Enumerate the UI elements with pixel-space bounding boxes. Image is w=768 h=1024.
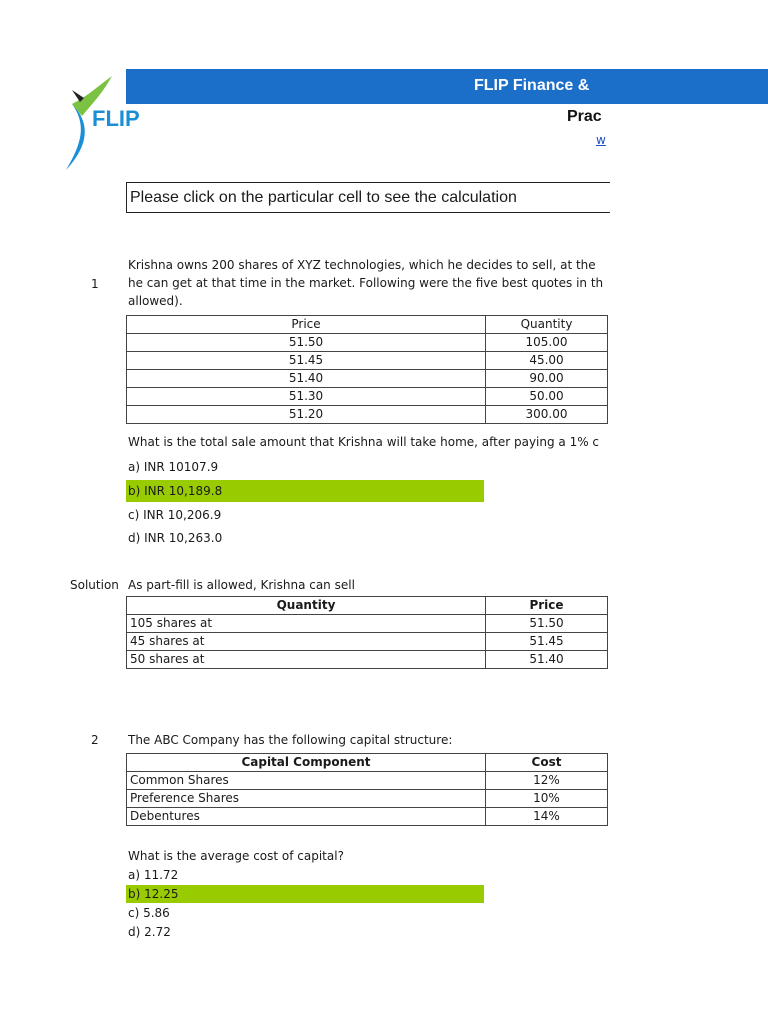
table-header-row <box>127 597 608 615</box>
website-link[interactable]: w <box>596 133 606 147</box>
quantity-cell[interactable]: 45 shares at <box>127 633 486 651</box>
table-row[interactable] <box>127 406 608 424</box>
answer-option-d[interactable]: d) INR 10,263.0 <box>128 531 223 545</box>
header-quantity: Quantity <box>127 597 486 615</box>
table-row[interactable] <box>127 808 608 826</box>
price-cell[interactable]: 51.45 <box>486 633 608 651</box>
cost-cell[interactable]: 14% <box>486 808 608 826</box>
quantity-cell[interactable]: 45.00 <box>486 352 608 370</box>
question-2-text: The ABC Company has the following capital structure: <box>128 733 453 747</box>
answer-option-a[interactable]: a) 11.72 <box>128 868 179 882</box>
component-cell[interactable]: Common Shares <box>127 772 486 790</box>
table-header-row <box>127 754 608 772</box>
table-row[interactable] <box>127 352 608 370</box>
quotes-table <box>126 315 608 424</box>
table-row[interactable] <box>127 790 608 808</box>
quantity-cell[interactable]: 50.00 <box>486 388 608 406</box>
question-1-prompt: What is the total sale amount that Krishna will take home, after paying a 1% c <box>128 435 600 449</box>
table-row[interactable] <box>127 651 608 669</box>
question-1-text <box>128 256 606 310</box>
logo-text: FLIP <box>92 106 140 131</box>
price-cell[interactable]: 51.40 <box>486 651 608 669</box>
price-cell[interactable]: 51.45 <box>127 352 486 370</box>
instruction-box: Please click on the particular cell to see the calculation <box>126 182 610 213</box>
price-cell[interactable]: 51.30 <box>127 388 486 406</box>
solution-table <box>126 596 608 669</box>
quantity-cell[interactable]: 105.00 <box>486 334 608 352</box>
capital-structure-table <box>126 753 608 826</box>
quantity-cell[interactable]: 50 shares at <box>127 651 486 669</box>
quantity-cell[interactable]: 90.00 <box>486 370 608 388</box>
header-banner <box>126 69 768 104</box>
answer-option-a[interactable]: a) INR 10107.9 <box>128 460 219 474</box>
question-1-line-2: he can get at that time in the market. Following were the five best quotes in th <box>128 276 604 290</box>
price-cell[interactable]: 51.50 <box>127 334 486 352</box>
answer-option-d[interactable]: d) 2.72 <box>128 925 171 939</box>
question-2-prompt: What is the average cost of capital? <box>128 849 344 863</box>
table-row[interactable] <box>127 633 608 651</box>
header-quantity: Quantity <box>486 316 608 334</box>
quantity-cell[interactable]: 105 shares at <box>127 615 486 633</box>
answer-option-b-correct[interactable]: b) 12.25 <box>126 885 484 903</box>
page-subtitle: Prac <box>567 108 602 125</box>
question-1-line-3: allowed). <box>128 294 183 308</box>
answer-option-c[interactable]: c) INR 10,206.9 <box>128 508 222 522</box>
header-price: Price <box>127 316 486 334</box>
question-number: 2 <box>91 733 99 747</box>
solution-label: Solution <box>70 578 119 592</box>
table-row[interactable] <box>127 615 608 633</box>
header-cost: Cost <box>486 754 608 772</box>
price-cell[interactable]: 51.20 <box>127 406 486 424</box>
answer-option-c[interactable]: c) 5.86 <box>128 906 170 920</box>
answer-option-b-correct[interactable]: b) INR 10,189.8 <box>126 480 484 502</box>
table-row[interactable] <box>127 772 608 790</box>
table-row[interactable] <box>127 334 608 352</box>
quantity-cell[interactable]: 300.00 <box>486 406 608 424</box>
table-header-row <box>127 316 608 334</box>
solution-text: As part-fill is allowed, Krishna can sell <box>128 578 355 592</box>
component-cell[interactable]: Debentures <box>127 808 486 826</box>
question-1-line-1: Krishna owns 200 shares of XYZ technologies, which he decides to sell, at the <box>128 258 596 272</box>
banner-title: FLIP Finance & <box>474 77 590 94</box>
price-cell[interactable]: 51.50 <box>486 615 608 633</box>
table-row[interactable] <box>127 388 608 406</box>
component-cell[interactable]: Preference Shares <box>127 790 486 808</box>
header-price: Price <box>486 597 608 615</box>
header-capital-component: Capital Component <box>127 754 486 772</box>
question-number: 1 <box>91 277 99 291</box>
cost-cell[interactable]: 10% <box>486 790 608 808</box>
cost-cell[interactable]: 12% <box>486 772 608 790</box>
table-row[interactable] <box>127 370 608 388</box>
price-cell[interactable]: 51.40 <box>127 370 486 388</box>
